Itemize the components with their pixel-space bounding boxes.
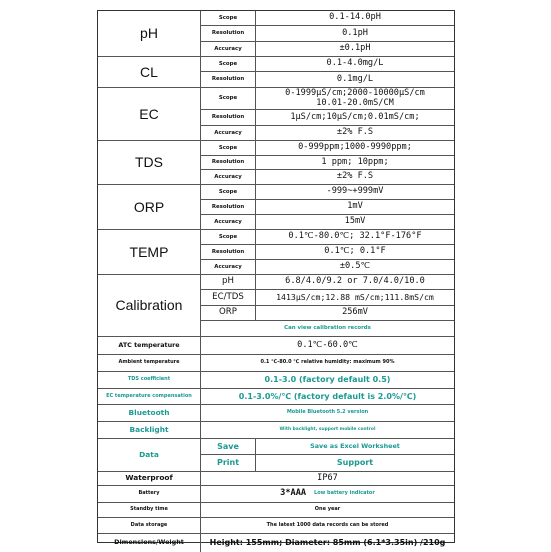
ec-compensation-value: 0.1-3.0%/℃ (factory default is 2.0%/℃) — [201, 389, 454, 405]
ph-accuracy-value: ±0.1pH — [256, 42, 454, 57]
ec-compensation-label: EC temperature compensation — [98, 389, 201, 405]
calibration-ph-label: pH — [201, 275, 256, 290]
backlight-value: With backlight, support mobile control — [201, 422, 454, 439]
dimensions-value: Height: 155mm; Diameter: 85mm (6.1*3.35in) /210g — [209, 538, 446, 548]
ec-resolution-value: 1μS/cm;10μS/cm;0.01mS/cm; — [256, 110, 454, 126]
ec-resolution-label: Resolution — [201, 110, 256, 126]
data-print-label: Print — [201, 455, 256, 472]
battery-value: 3*AAA — [280, 488, 307, 499]
battery-indicator: Low battery indicator — [314, 490, 375, 497]
temp-resolution-value: 0.1℃; 0.1°F — [256, 245, 454, 260]
tds-accuracy-label: Accuracy — [201, 170, 256, 185]
ec-accuracy-value: ±2% F.S — [256, 126, 454, 141]
orp-resolution-value: 1mV — [256, 200, 454, 215]
atc-label: ATC temperature — [98, 337, 201, 355]
dimensions-label: Dimensions/Weight — [98, 534, 201, 552]
data-save-value: Save as Excel Worksheet — [256, 439, 454, 455]
storage-label: Data storage — [98, 518, 201, 534]
ec-name: EC — [98, 88, 201, 141]
orp-accuracy-label: Accuracy — [201, 215, 256, 230]
tds-scope-label: Scope — [201, 141, 256, 156]
cl-scope-value: 0.1-4.0mg/L — [256, 57, 454, 72]
waterproof-label: Waterproof — [98, 472, 201, 486]
calibration-ph-value: 6.8/4.0/9.2 or 7.0/4.0/10.0 — [256, 275, 454, 290]
ph-resolution-label: Resolution — [201, 26, 256, 42]
ec-scope-label: Scope — [201, 88, 256, 110]
battery-label: Battery — [98, 486, 201, 503]
cl-scope-label: Scope — [201, 57, 256, 72]
temp-scope-label: Scope — [201, 230, 256, 245]
atc-value: 0.1℃-60.0℃ — [201, 337, 454, 355]
battery-cell — [201, 486, 454, 503]
temp-accuracy-value: ±0.5℃ — [256, 260, 454, 275]
storage-value: The latest 1000 data records can be stored — [201, 518, 454, 534]
temp-name: TEMP — [98, 230, 201, 275]
ph-scope-value: 0.1-14.0pH — [256, 11, 454, 26]
ambient-label: Ambient temperature — [98, 355, 201, 372]
ec-scope-value — [256, 88, 454, 110]
tds-name: TDS — [98, 141, 201, 185]
bluetooth-value: Mobile Bluetooth 5.2 version — [201, 405, 454, 422]
temp-resolution-label: Resolution — [201, 245, 256, 260]
ph-name: pH — [98, 11, 201, 57]
orp-name: ORP — [98, 185, 201, 230]
ph-accuracy-label: Accuracy — [201, 42, 256, 57]
tds-scope-value: 0-999ppm;1000-9990ppm; — [256, 141, 454, 156]
tds-resolution-label: Resolution — [201, 156, 256, 170]
orp-scope-value: -999~+999mV — [256, 185, 454, 200]
cl-resolution-label: Resolution — [201, 72, 256, 88]
data-label: Data — [98, 439, 201, 472]
spec-table — [97, 10, 455, 548]
cl-name: CL — [98, 57, 201, 88]
waterproof-value: IP67 — [201, 472, 454, 486]
data-print-value: Support — [256, 455, 454, 472]
tds-accuracy-value: ±2% F.S — [256, 170, 454, 185]
backlight-label: Backlight — [98, 422, 201, 439]
orp-resolution-label: Resolution — [201, 200, 256, 215]
ph-resolution-value: 0.1pH — [256, 26, 454, 42]
bluetooth-label: Bluetooth — [98, 405, 201, 422]
tds-coefficient-value: 0.1-3.0 (factory default 0.5) — [201, 372, 454, 389]
orp-scope-label: Scope — [201, 185, 256, 200]
ec-accuracy-label: Accuracy — [201, 126, 256, 141]
orp-accuracy-value: 15mV — [256, 215, 454, 230]
tds-resolution-value: 1 ppm; 10ppm; — [256, 156, 454, 170]
calibration-ectds-label: EC/TDS — [201, 290, 256, 306]
calibration-orp-value: 256mV — [256, 306, 454, 321]
standby-label: Standby time — [98, 503, 201, 518]
ambient-value: 0.1 ℃-80.0 ℃ relative humidity: maximum 90% — [201, 355, 454, 372]
calibration-orp-label: ORP — [201, 306, 256, 321]
calibration-records: Can view calibration records — [201, 321, 454, 337]
temp-accuracy-label: Accuracy — [201, 260, 256, 275]
data-save-label: Save — [201, 439, 256, 455]
tds-coefficient-label: TDS coefficient — [98, 372, 201, 389]
ec-scope-line2: 10.01-20.0mS/CM — [316, 97, 394, 108]
standby-value: One year — [201, 503, 454, 518]
temp-scope-value: 0.1℃-80.0℃; 32.1°F-176°F — [256, 230, 454, 245]
cl-resolution-value: 0.1mg/L — [256, 72, 454, 88]
calibration-ectds-value: 1413μS/cm;12.88 mS/cm;111.8mS/cm — [256, 290, 454, 306]
ec-scope-line1: 0-1999μS/cm;2000-10000μS/cm — [285, 88, 425, 98]
ph-scope-label: Scope — [201, 11, 256, 26]
calibration-name: Calibration — [98, 275, 201, 337]
